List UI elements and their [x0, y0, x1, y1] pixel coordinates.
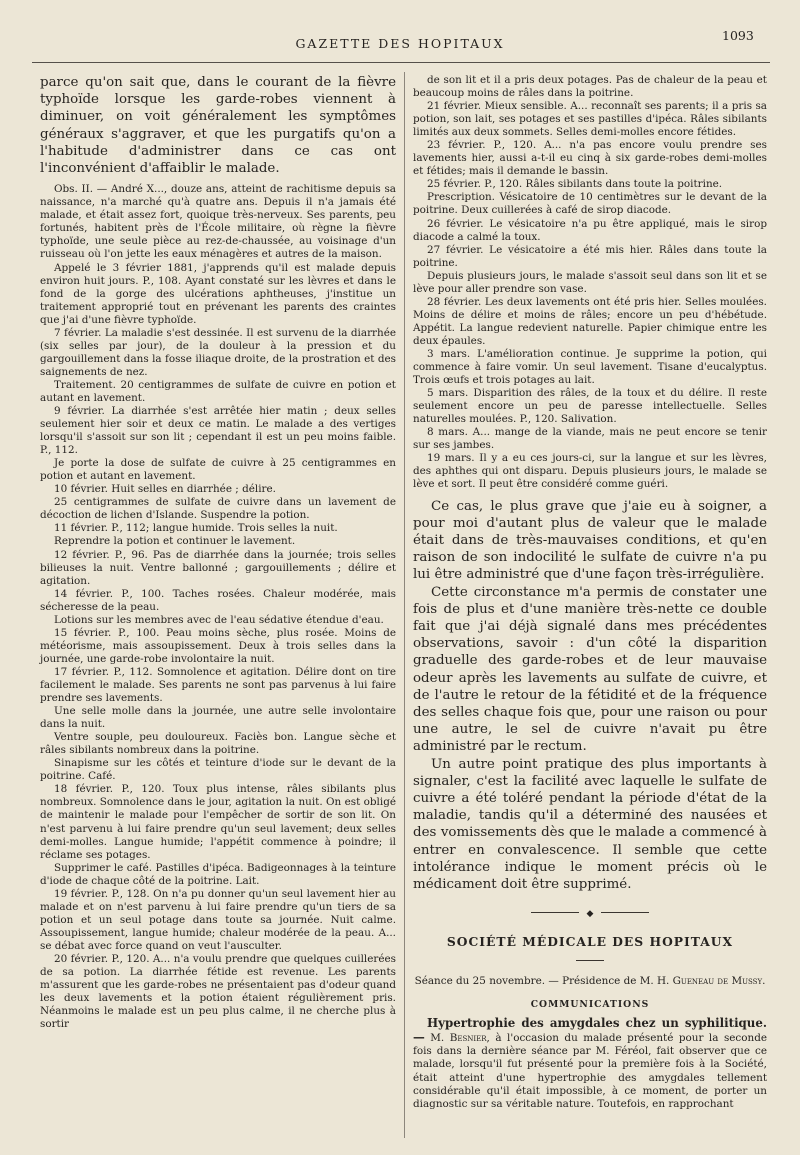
- observation-entry: 5 mars. Disparition des râles, de la toux et du délire. Il reste seulement encore un peu de paresse intellectuelle. Selles naturelles moulées. P., 120. Salivation.: [413, 387, 767, 426]
- communication-lead: Hypertrophie des amygdales chez un syphilitique. —: [413, 1016, 767, 1045]
- observation-entry: 14 février. P., 100. Taches rosées. Chaleur modérée, mais sécheresse de la peau.: [40, 587, 396, 613]
- observation-entry: 20 février. P., 120. A... n'a voulu prendre que quelques cuillerées de sa potion. La diarrhée fétide est revenue. Les parents m'assurent que les garde-robes ne présentaient pas d'odeur quand les deux lavements et la potion étaient régulièrement pris. Néanmoins le malade est un peu plus calme, il ne cherche plus à sortir: [40, 952, 396, 1031]
- right-column: [413, 74, 767, 1111]
- page-header-title: GAZETTE DES HOPITAUX: [295, 36, 505, 51]
- observation-entry: 11 février. P., 112; langue humide. Trois selles la nuit.: [54, 522, 338, 535]
- observation-entry: 28 février. Les deux lavements ont été pris hier. Selles moulées. Moins de délire et moins de râles; encore un peu d'hébétude. Appétit. La langue redevient naturelle. Papier chimique entre les deux épaules.: [413, 295, 767, 347]
- seance-president: Gueneau de Mussy.: [672, 975, 766, 988]
- observation-entry: Ventre souple, peu douloureux. Faciès bon. Langue sèche et râles sibilants nombreux dans la poitrine.: [40, 731, 396, 757]
- observation-entry: 25 centigrammes de sulfate de cuivre dans un lavement de décoction de lichen d'Islande. Suspendre la potion.: [40, 496, 396, 522]
- header-rule: [32, 62, 770, 63]
- observation-entry: 21 février. Mieux sensible. A... reconnaît ses parents; il a pris sa potion, son lait, ses potages et ses pastilles d'ipéca. Râles sibilants limités aux deux sommets. Selles demi-molles encore fétides.: [413, 100, 767, 139]
- observation-entry: de son lit et il a pris deux potages. Pas de chaleur de la peau et beaucoup moins de râles dans la poitrine.: [413, 74, 767, 100]
- observation-entry: Une selle molle dans la journée, une autre selle involontaire dans la nuit.: [40, 705, 396, 731]
- communication-body: à l'occasion du malade présenté pour la seconde fois dans la dernière séance par M. Féréol, fait observer que ce malade, lorsqu'il fut présenté pour la première fois à la Société, était atteint d'une hypertrophie des amygdales tellement considérable qu'il était impossible, à ce moment, de porter un diagnostic sur sa véritable nature. Toutefois, en rapprochant: [413, 1032, 767, 1110]
- section-title: SOCIÉTÉ MÉDICALE DES HOPITAUX: [446, 934, 734, 950]
- observation-entry: Depuis plusieurs jours, le malade s'assoit seul dans son lit et se lève pour aller prendre son vase.: [413, 269, 767, 295]
- observation-entry: 26 février. Le vésicatoire n'a pu être appliqué, mais le sirop diacode a calmé la toux.: [413, 217, 767, 243]
- intro-paragraph: parce qu'on sait que, dans le courant de la fièvre typhoïde lorsque les garde-robes viennent à diminuer, on voit généralement les symptômes généraux s'aggraver, et que les purgatifs qu'on a l'habitude d'administrer dans ce cas ont l'inconvénient d'affaiblir le malade.: [40, 75, 396, 177]
- observation-entry: 9 février. La diarrhée s'est arrêtée hier matin ; deux selles seulement hier soir et deux ce matin. Le malade a des vertiges lorsqu'il s'assoit sur son lit ; cependant il est un peu moins faible. P., 112.: [40, 405, 396, 457]
- observation-entry: 19 février. P., 128. On n'a pu donner qu'un seul lavement hier au malade et on n'est parvenu à lui faire prendre qu'un tiers de sa potion et un seul potage dans toute sa journée. Nuit calme. Assoupissement, langue humide; chaleur modérée de la peau. A... se débat avec force quand on veut l'ausculter.: [40, 887, 396, 952]
- commentary: [413, 498, 767, 894]
- observation-entry: Lotions sur les membres avec de l'eau sédative étendue d'eau.: [54, 613, 384, 626]
- observation-entry: 19 mars. Il y a eu ces jours-ci, sur la langue et sur les lèvres, des aphthes qui ont disparu. Depuis plusieurs jours, le malade se lève et sort. Il peut être considéré comme guéri.: [413, 452, 767, 491]
- observation-entry: 17 février. P., 112. Somnolence et agitation. Délire dont on tire facilement le malade. Ses parents ne sont pas parvenus à lui faire prendre ses lavements.: [40, 665, 396, 705]
- observation-entry: Sinapisme sur les côtés et teinture d'iode sur le devant de la poitrine. Café.: [40, 757, 396, 783]
- commentary-paragraph: Ce cas, le plus grave que j'aie eu à soigner, a pour moi d'autant plus de valeur que le malade était dans de très-mauvaises conditions, et qu'en raison de son indocilité le sulfate de cuivre n'a pu lui être administré que d'une façon très-irrégulière.: [413, 498, 767, 583]
- communication-author: M. Besnier,: [430, 1032, 490, 1045]
- observation-entry: 25 février. P., 120. Râles sibilants dans toute la poitrine.: [427, 178, 723, 191]
- right-entries: [413, 74, 767, 492]
- observation-entry: 18 février. P., 120. Toux plus intense, râles sibilants plus nombreux. Somnolence dans le jour, agitation la nuit. On est obligé de maintenir le malade pour l'empêcher de sortir de son lit. On n'est parvenu à lui faire prendre qu'un seul lavement; deux selles demi-molles. Langue humide; l'appétit commence à poindre; il réclame ses potages.: [40, 783, 396, 861]
- left-entries: [40, 183, 396, 1031]
- observation-entry: Traitement. 20 centigrammes de sulfate de cuivre en potion et autant en lavement.: [40, 378, 396, 404]
- seance-line: [413, 975, 767, 988]
- observation-entry: Je porte la dose de sulfate de cuivre à 25 centigrammes en potion et autant en lavement.: [40, 457, 396, 483]
- seance-prefix: Séance du 25 novembre. — Présidence de M. H.: [414, 975, 673, 988]
- observation-entry: 15 février. P., 100. Peau moins sèche, plus rosée. Moins de météorisme, mais assoupissement. Deux à trois selles dans la journée, une garde-robe involontaire la nuit.: [40, 626, 396, 665]
- observation-entry: 27 février. Le vésicatoire a été mis hier. Râles dans toute la poitrine.: [413, 243, 767, 269]
- observation-entry: 10 février. Huit selles en diarrhée ; délire.: [54, 483, 276, 496]
- column-divider: [404, 72, 405, 1138]
- observation-entry: Reprendre la potion et continuer le lavement.: [54, 535, 296, 548]
- observation-entry: 8 mars. A... mange de la viande, mais ne peut encore se tenir sur ses jambes.: [413, 426, 767, 452]
- page-number: 1093: [722, 28, 754, 43]
- commentary-paragraph: Un autre point pratique des plus importants à signaler, c'est la facilité avec laquelle le sulfate de cuivre a été toléré pendant la période d'état de la maladie, tandis qu'il a déterminé des nausées et des vomissements dès que le malade a commencé à entrer en convalescence. Il semble que cette intolérance indique le moment précis où le médicament doit être supprimé.: [413, 756, 767, 892]
- observation-entry: 23 février. P., 120. A... n'a pas encore voulu prendre ses lavements hier, aussi a-t-il eu cinq à six garde-robes demi-molles et fétides; mais il demande le bassin.: [413, 139, 767, 178]
- communications-heading: COMMUNICATIONS: [530, 999, 650, 1011]
- observation-entry: Appelé le 3 février 1881, j'apprends qu'il est malade depuis environ huit jours. P., 108. Ayant constaté sur les lèvres et dans le fond de la gorge des ulcérations aphtheuses, j'institue un traitement approprié tout en prévenant les parents des craintes que j'ai d'une fièvre typhoïde.: [40, 261, 396, 326]
- observation-entry: Obs. II. — André X..., douze ans, atteint de rachitisme depuis sa naissance, n'a marché qu'à quatre ans. Depuis il n'a jamais été malade, et était assez fort, quoique très-nerveux. Ses parents, peu fortunés, habitent près de l'École militaire, où règne la fièvre typhoïde, une seule pièce au rez-de-chaussée, au voisinage d'un ruisseau où l'on jette les eaux ménagères et autres de la maison.: [40, 183, 396, 261]
- commentary-paragraph: Cette circonstance m'a permis de constater une fois de plus et d'une manière très-nette ce double fait que j'ai déjà signalé dans mes précédentes observations, savoir : d'un côté la disparition graduelle des garde-robes et de leur mauvaise odeur après les lavements au sulfate de cuivre, et de l'autre le retour de la fétidité et de la fréquence des selles chaque fois que, pour une raison ou pour une autre, le sel de cuivre n'avait pu être administré par le rectum.: [413, 584, 767, 755]
- left-column: [40, 74, 396, 1031]
- section-ornament: ◆: [413, 907, 767, 917]
- observation-entry: Prescription. Vésicatoire de 10 centimètres sur le devant de la poitrine. Deux cuillerées à café de sirop diacode.: [413, 191, 767, 217]
- communication-paragraph: [413, 1017, 767, 1110]
- observation-entry: 7 février. La maladie s'est dessinée. Il est survenu de la diarrhée (six selles par jour), de la douleur à la pression et du gargouillement dans la fosse iliaque droite, de la prostration et des saignements de nez.: [40, 326, 396, 378]
- observation-entry: 12 février. P., 96. Pas de diarrhée dans la journée; trois selles bilieuses la nuit. Ventre ballonné ; gargouillements ; délire et agitation.: [40, 548, 396, 587]
- observation-entry: Supprimer le café. Pastilles d'ipéca. Badigeonnages à la teinture d'iode de chaque côté de la poitrine. Lait.: [40, 861, 396, 887]
- observation-entry: 3 mars. L'amélioration continue. Je supprime la potion, qui commence à faire vomir. Un seul lavement. Tisane d'eucalyptus. Trois œufs et trois potages au lait.: [413, 347, 767, 387]
- section-rule: [576, 960, 604, 961]
